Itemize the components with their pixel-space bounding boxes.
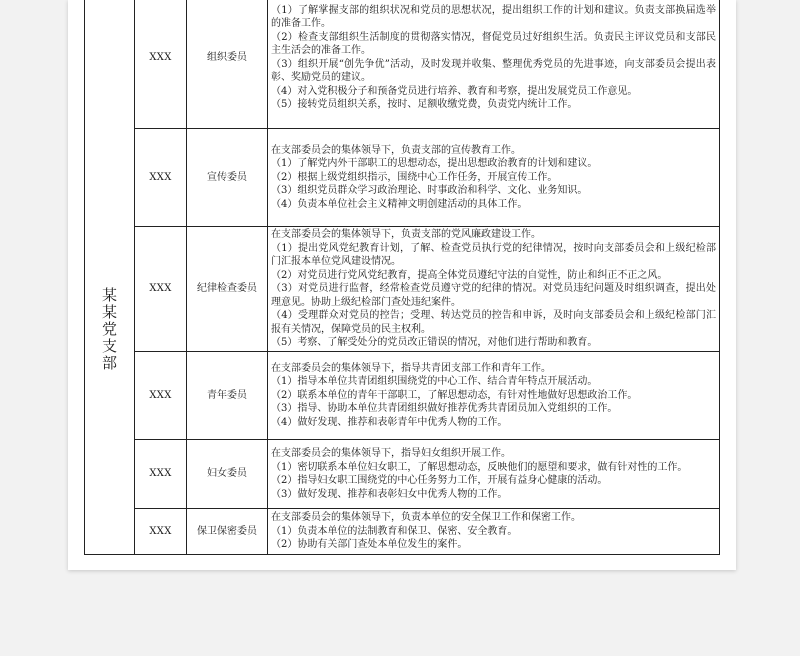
role-cell: 妇女委员: [187, 440, 268, 509]
duty-line: 在支部委员会的集体领导下，指导共青团支部工作和青年工作。: [271, 362, 551, 374]
table-row: [85, 227, 720, 352]
table-row: [85, 352, 720, 440]
document-page: [68, 0, 736, 570]
duties-cell: [268, 227, 720, 352]
duty-line: （5）考察、了解受处分的党员改正错误的情况，对他们进行帮助和教育。: [271, 337, 598, 349]
duty-line: （4）负责本单位社会主义精神文明创建活动的具体工作。: [271, 198, 528, 210]
duty-line: 在支部委员会的集体领导下，负责支部的党风廉政建设工作。: [271, 229, 541, 241]
duty-line: （3）对党员进行监督，经常检查党员遵守党的纪律的情况。对党员违纪问题及时组织调查，提出处理意见。协助上级纪检部门查处违纪案件。: [271, 283, 716, 308]
duty-line: （3）指导、协助本单位共青团组织做好推荐优秀共青团员加入党组织的工作。: [271, 403, 618, 415]
duties-cell: [268, 0, 720, 129]
duty-line: 在支部委员会的集体领导下，指导妇女组织开展工作。: [271, 448, 511, 459]
duty-line: （2）联系本单位的青年干部职工，了解思想动态，有针对性地做好思想政治工作。: [271, 389, 638, 401]
person-cell: XXX: [135, 352, 187, 440]
duty-line: （2）对党员进行党风党纪教育，提高全体党员遵纪守法的自觉性，防止和纠正不正之风。: [271, 269, 668, 281]
person-cell: XXX: [135, 129, 187, 227]
duty-line: （1）了解党内外干部职工的思想动态，提出思想政治教育的计划和建议。: [271, 158, 598, 170]
table-row: [85, 440, 720, 509]
duty-table: [84, 0, 720, 555]
person-cell: XXX: [135, 0, 187, 129]
duty-line: （4）受理群众对党员的控告；受理、转达党员的控告和申诉，及时向支部委员会和上级纪检部门汇报有关情况，保障党员的民主权利。: [271, 310, 716, 335]
duty-line: （1）密切联系本单位妇女职工，了解思想动态，反映他们的愿望和要求，做有针对性的工作。: [271, 461, 688, 473]
duty-line: 在支部委员会的集体领导下，负责支部的宣传教育工作。: [271, 144, 521, 156]
duty-line: （4）对入党积极分子和预备党员进行培养、教育和考察，提出发展党员工作意见。: [271, 85, 638, 97]
role-cell: 纪律检查委员: [187, 227, 268, 352]
duty-line: （5）接转党员组织关系，按时、足额收缴党费，负责党内统计工作。: [271, 99, 578, 110]
duties-cell: [268, 509, 720, 555]
person-cell: XXX: [135, 440, 187, 509]
duties-cell: [268, 129, 720, 227]
role-cell: 青年委员: [187, 352, 268, 440]
duty-line: （2）协助有关部门查处本单位发生的案件。: [271, 539, 468, 551]
duty-line: （2）检查支部组织生活制度的贯彻落实情况，督促党员过好组织生活。负责民主评议党员和支部民主生活会的准备工作。: [271, 31, 716, 56]
person-cell: XXX: [135, 227, 187, 352]
duty-line: （3）组织开展“创先争优”活动，及时发现并收集、整理优秀党员的先进事迹，向支部委员会提出表彰、奖励党员的建议。: [271, 58, 716, 83]
duty-line: （1）了解掌握支部的组织状况和党员的思想状况，提出组织工作的计划和建议。负责支部换届选举的准备工作。: [271, 4, 716, 29]
duty-line: （2）根据上级党组织指示，围绕中心工作任务，开展宣传工作。: [271, 171, 558, 183]
table-row: [85, 509, 720, 555]
duties-cell: [268, 440, 720, 509]
duties-cell: [268, 352, 720, 440]
branch-name: 某某党支部: [101, 286, 117, 372]
table-row: [85, 0, 720, 129]
role-cell: 宣传委员: [187, 129, 268, 227]
role-cell: 组织委员: [187, 0, 268, 129]
duty-line: （1）指导本单位共青团组织围绕党的中心工作、结合青年特点开展活动。: [271, 376, 598, 388]
person-cell: XXX: [135, 509, 187, 555]
duty-line: （3）组织党员群众学习政治理论、时事政治和科学、文化、业务知识。: [271, 185, 588, 197]
duty-line: （1）提出党风党纪教育计划，了解、检查党员执行党的纪律情况，按时向支部委员会和上级纪检部门汇报本单位党风建设情况。: [271, 242, 716, 268]
role-cell: 保卫保密委员: [187, 509, 268, 555]
duty-line: （1）负责本单位的法制教育和保卫、保密、安全教育。: [271, 525, 518, 537]
duty-line: （4）做好发现、推荐和表彰青年中优秀人物的工作。: [271, 416, 508, 428]
duty-line: 在支部委员会的集体领导下，负责本单位的安全保卫工作和保密工作。: [271, 512, 581, 524]
duty-line: （2）指导妇女职工围绕党的中心任务努力工作，开展有益身心健康的活动。: [271, 475, 608, 486]
duty-line: （3）做好发现、推荐和表彰妇女中优秀人物的工作。: [271, 488, 508, 500]
branch-cell: [85, 0, 135, 555]
table-row: [85, 129, 720, 227]
